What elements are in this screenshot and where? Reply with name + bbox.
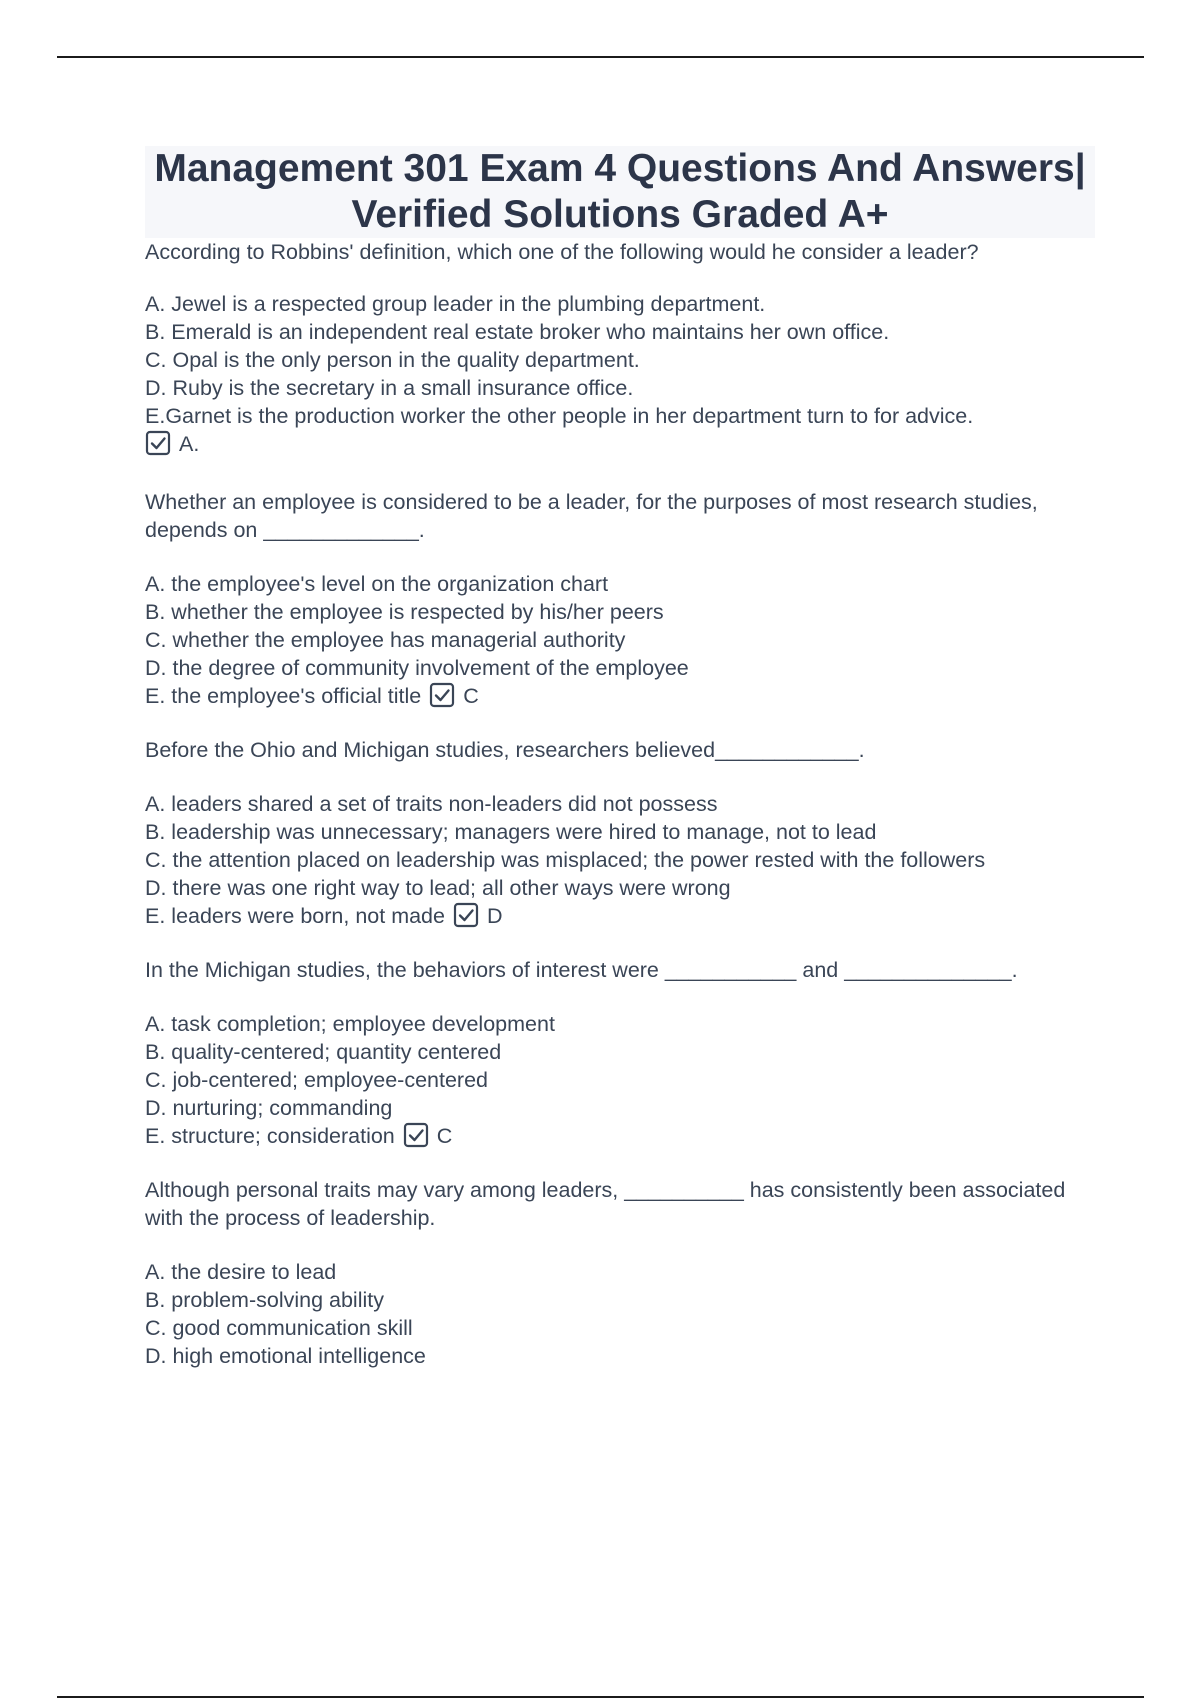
option-list <box>145 1010 1095 1150</box>
check-square-icon <box>429 682 455 708</box>
option-text: A. Jewel is a respected group leader in the plumbing department. <box>145 292 766 316</box>
document-body <box>145 146 1095 1396</box>
check-square-icon <box>453 902 479 928</box>
option-text: D. there was one right way to lead; all other ways were wrong <box>145 876 731 900</box>
option-item <box>145 318 1095 346</box>
option-item <box>145 1286 1095 1314</box>
answer-key: D <box>486 904 503 928</box>
option-text: C. Opal is the only person in the quality department. <box>145 348 640 372</box>
option-text: E. structure; consideration <box>145 1124 395 1148</box>
option-item <box>145 846 1095 874</box>
option-item <box>145 818 1095 846</box>
option-text: B. leadership was unnecessary; managers were hired to manage, not to lead <box>145 820 877 844</box>
question-1 <box>145 238 1095 462</box>
option-item <box>145 1258 1095 1286</box>
option-text: D. Ruby is the secretary in a small insurance office. <box>145 376 634 400</box>
option-list <box>145 790 1095 930</box>
bottom-rule <box>57 1696 1144 1698</box>
question-5 <box>145 1176 1095 1370</box>
option-text: D. nurturing; commanding <box>145 1096 393 1120</box>
option-item <box>145 682 479 710</box>
option-item <box>145 1066 1095 1094</box>
check-square-icon <box>403 1122 429 1148</box>
option-item <box>145 598 1095 626</box>
option-item <box>145 374 1095 402</box>
option-text: B. problem-solving ability <box>145 1288 384 1312</box>
option-text: C. whether the employee has managerial authority <box>145 628 626 652</box>
option-text: C. good communication skill <box>145 1316 413 1340</box>
answer-key: A. <box>179 432 200 456</box>
option-text: B. whether the employee is respected by his/her peers <box>145 600 664 624</box>
option-text: E. the employee's official title <box>145 684 422 708</box>
option-text: A. task completion; employee development <box>145 1012 555 1036</box>
question-2 <box>145 488 1095 710</box>
option-text: D. high emotional intelligence <box>145 1344 426 1368</box>
option-item <box>145 1314 1095 1342</box>
question-prompt: In the Michigan studies, the behaviors of interest were ___________ and ______________. <box>145 958 1018 982</box>
title-block <box>145 146 1095 238</box>
option-list <box>145 570 1095 710</box>
option-item <box>145 902 503 930</box>
option-text: B. Emerald is an independent real estate broker who maintains her own office. <box>145 320 890 344</box>
top-rule <box>57 56 1144 58</box>
question-prompt: Although personal traits may vary among leaders, __________ has consistently been associated with the process of leadership. <box>145 1178 1066 1230</box>
option-text: A. leaders shared a set of traits non-leaders did not possess <box>145 792 718 816</box>
question-prompt: According to Robbins' definition, which one of the following would he consider a leader? <box>145 240 979 264</box>
question-4 <box>145 956 1095 1150</box>
option-text: A. the desire to lead <box>145 1260 337 1284</box>
option-text: D. the degree of community involvement of the employee <box>145 656 689 680</box>
option-item <box>145 1038 1095 1066</box>
answer-row <box>145 430 199 458</box>
option-item <box>145 346 1095 374</box>
answer-key: C <box>436 1124 453 1148</box>
option-item <box>145 1342 1095 1370</box>
option-item <box>145 654 1095 682</box>
option-item <box>145 1010 1095 1038</box>
option-text: E.Garnet is the production worker the other people in her department turn to for advice. <box>145 404 974 428</box>
option-text: C. job-centered; employee-centered <box>145 1068 488 1092</box>
option-item <box>145 626 1095 654</box>
option-item <box>145 1094 1095 1122</box>
option-text: A. the employee's level on the organization chart <box>145 572 609 596</box>
check-square-icon <box>145 430 171 456</box>
option-list <box>145 290 1095 462</box>
option-text: B. quality-centered; quantity centered <box>145 1040 502 1064</box>
document-title: Management 301 Exam 4 Questions And Answers| Verified Solutions Graded A+ <box>154 147 1086 236</box>
question-3 <box>145 736 1095 930</box>
option-item <box>145 290 1095 318</box>
option-item <box>145 1122 452 1150</box>
answer-key: C <box>463 684 479 708</box>
option-text: E. leaders were born, not made <box>145 904 445 928</box>
question-list <box>145 238 1095 1370</box>
option-item <box>145 874 1095 902</box>
question-prompt: Whether an employee is considered to be a leader, for the purposes of most research studies, depends on _____________. <box>145 490 1038 542</box>
option-item <box>145 570 1095 598</box>
question-prompt: Before the Ohio and Michigan studies, researchers believed____________. <box>145 738 865 762</box>
option-item <box>145 790 1095 818</box>
option-list <box>145 1258 1095 1370</box>
option-text: C. the attention placed on leadership was misplaced; the power rested with the followers <box>145 848 986 872</box>
option-item <box>145 402 1095 430</box>
